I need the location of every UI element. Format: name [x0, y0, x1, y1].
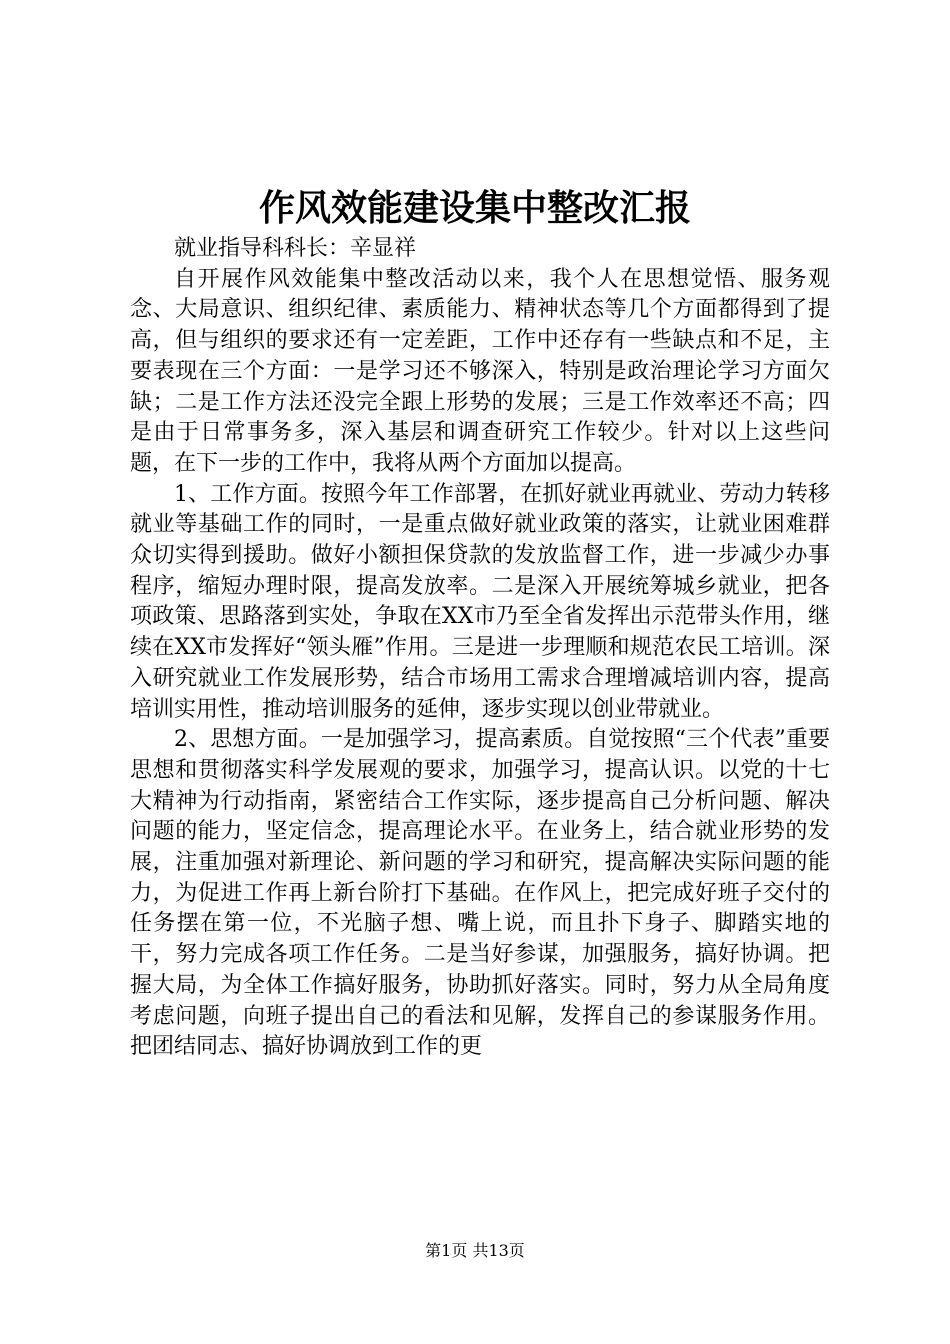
paragraph-intro: 自开展作风效能集中整改活动以来，我个人在思想觉悟、服务观念、大局意识、组织纪律、素质能力、精神状态等几个方面都得到了提高，但与组织的要求还有一定差距，工作中还存有一些缺点和不足，主要表现在三个方面：一是学习还不够深入，特别是政治理论学习方面欠缺；二是工作方法还没完全跟上形势的发展；三是工作效率还不高；四是由于日常事务多，深入基层和调查研究工作较少。针对以上这些问题，在下一步的工作中，我将从两个方面加以提高。 [130, 266, 830, 476]
page-footer: 第1页 共13页 [425, 1241, 525, 1260]
author-line: 就业指导科科长：辛显祥 [174, 236, 417, 261]
paragraph-thought: 2、思想方面。一是加强学习，提高素质。自觉按照“三个代表”重要思想和贯彻落实科学发展观的要求，加强学习，提高认识。以党的十七大精神为行动指南，紧密结合工作实际，逐步提高自己分析问题、解决问题的能力，坚定信念，提高理论水平。在业务上，结合就业形势的发展，注重加强对新理论、新问题的学习和研究，提高解决实际问题的能力，为促进工作再上新台阶打下基础。在作风上，把完成好班子交付的任务摆在第一位，不光脑子想、嘴上说，而且扑下身子、脚踏实地的干，努力完成各项工作任务。二是当好参谋，加强服务，搞好协调。把握大局，为全体工作搞好服务，协助抓好落实。同时，努力从全局角度考虑问题，向班子提出自己的看法和见解，发挥自己的参谋服务作用。把团结同志、搞好协调放到工作的更 [130, 727, 830, 1060]
paragraph-work: 1、工作方面。按照今年工作部署，在抓好就业再就业、劳动力转移就业等基础工作的同时，一是重点做好就业政策的落实，让就业困难群众切实得到援助。做好小额担保贷款的发放监督工作，进一步减少办事程序，缩短办理时限，提高发放率。二是深入开展统筹城乡就业，把各项政策、思路落到实处，争取在XX市乃至全省发挥出示范带头作用，继续在XX市发挥好“领头雁”作用。三是进一步理顺和规范农民工培训。深入研究就业工作发展形势，结合市场用工需求合理增减培训内容，提高培训实用性，推动培训服务的延伸，逐步实现以创业带就业。 [130, 481, 830, 722]
document-body [130, 234, 830, 1063]
document-title: 作风效能建设集中整改汇报 [258, 187, 691, 229]
